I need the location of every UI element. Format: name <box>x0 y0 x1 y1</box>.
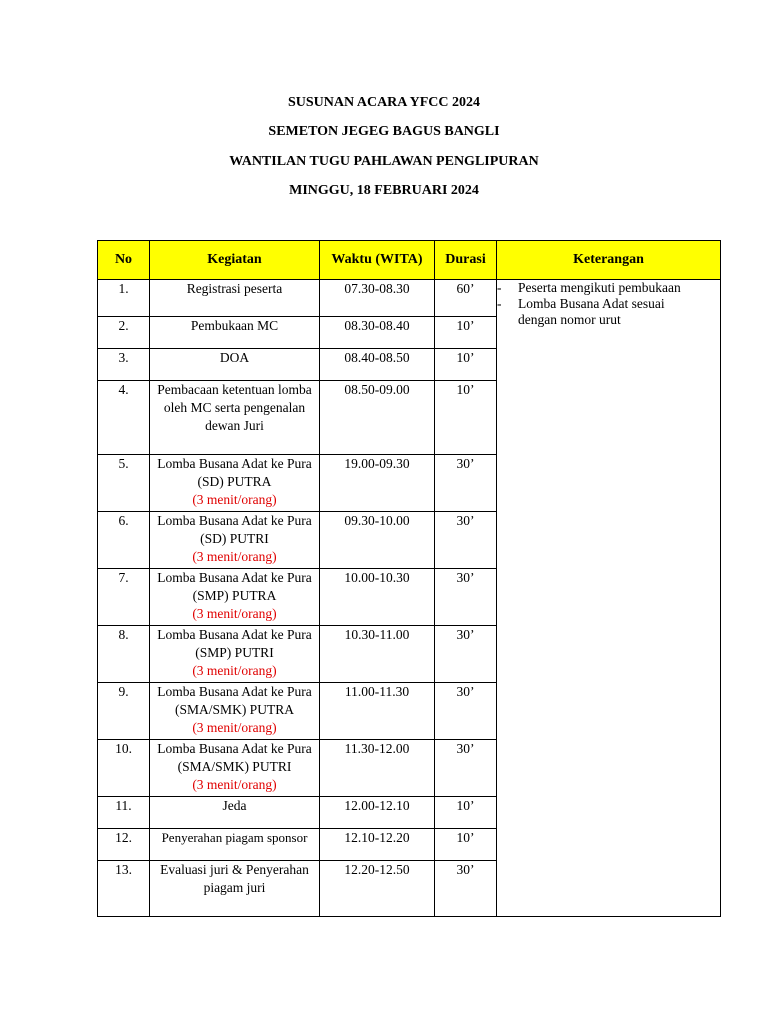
row-durasi: 10’ <box>435 317 497 349</box>
row-no: 11. <box>98 797 150 829</box>
row-waktu: 11.30-12.00 <box>320 740 435 797</box>
row-no: 8. <box>98 626 150 683</box>
row-kegiatan: Pembacaan ketentuan lomba oleh MC serta pengenalan dewan Juri <box>150 381 320 455</box>
row-waktu: 12.00-12.10 <box>320 797 435 829</box>
col-header-durasi: Durasi <box>435 241 497 280</box>
title-line-2: SEMETON JEGEG BAGUS BANGLI <box>268 124 500 139</box>
row-durasi: 10’ <box>435 797 497 829</box>
row-note: (3 menit/orang) <box>192 663 277 678</box>
table-header-row <box>98 241 721 280</box>
table-row <box>98 280 721 317</box>
col-header-kegiatan: Kegiatan <box>150 241 320 280</box>
row-durasi: 30’ <box>435 455 497 512</box>
row-durasi: 30’ <box>435 683 497 740</box>
row-durasi: 30’ <box>435 512 497 569</box>
row-kegiatan-cell <box>150 455 320 512</box>
row-kegiatan-cell <box>150 569 320 626</box>
row-durasi: 30’ <box>435 861 497 917</box>
row-no: 4. <box>98 381 150 455</box>
keterangan-cell <box>497 280 721 917</box>
row-kegiatan: Pembukaan MC <box>150 317 320 349</box>
keterangan-text: Peserta mengikuti pembukaan <box>518 280 681 295</box>
row-no: 12. <box>98 829 150 861</box>
row-kegiatan-cell <box>150 740 320 797</box>
row-kegiatan: DOA <box>150 349 320 381</box>
bullet-dash: - <box>497 296 502 311</box>
row-durasi: 30’ <box>435 626 497 683</box>
row-waktu: 10.00-10.30 <box>320 569 435 626</box>
row-waktu: 12.20-12.50 <box>320 861 435 917</box>
row-waktu: 08.30-08.40 <box>320 317 435 349</box>
row-kegiatan: Evaluasi juri & Penyerahan piagam juri <box>150 861 320 917</box>
row-kegiatan-cell <box>150 626 320 683</box>
row-waktu: 19.00-09.30 <box>320 455 435 512</box>
row-kegiatan: Lomba Busana Adat ke Pura (SMP) PUTRI <box>157 627 312 660</box>
keterangan-item <box>497 296 720 312</box>
row-no: 2. <box>98 317 150 349</box>
row-kegiatan: Registrasi peserta <box>150 280 320 317</box>
row-no: 9. <box>98 683 150 740</box>
row-no: 10. <box>98 740 150 797</box>
row-note: (3 menit/orang) <box>192 777 277 792</box>
row-kegiatan-cell <box>150 683 320 740</box>
row-kegiatan: Lomba Busana Adat ke Pura (SD) PUTRI <box>157 513 312 546</box>
row-kegiatan-cell <box>150 512 320 569</box>
row-durasi: 60’ <box>435 280 497 317</box>
row-waktu: 08.40-08.50 <box>320 349 435 381</box>
row-durasi: 10’ <box>435 349 497 381</box>
keterangan-item <box>497 280 720 296</box>
row-note: (3 menit/orang) <box>192 720 277 735</box>
row-no: 6. <box>98 512 150 569</box>
title-line-4: MINGGU, 18 FEBRUARI 2024 <box>289 183 479 198</box>
row-note: (3 menit/orang) <box>192 549 277 564</box>
row-waktu: 12.10-12.20 <box>320 829 435 861</box>
row-waktu: 08.50-09.00 <box>320 381 435 455</box>
col-header-keterangan: Keterangan <box>497 241 721 280</box>
row-kegiatan: Jeda <box>150 797 320 829</box>
row-no: 5. <box>98 455 150 512</box>
row-durasi: 30’ <box>435 740 497 797</box>
row-kegiatan: Penyerahan piagam sponsor <box>150 829 320 861</box>
row-durasi: 30’ <box>435 569 497 626</box>
row-waktu: 10.30-11.00 <box>320 626 435 683</box>
row-no: 3. <box>98 349 150 381</box>
row-note: (3 menit/orang) <box>192 606 277 621</box>
bullet-dash: - <box>497 280 502 295</box>
row-kegiatan: Lomba Busana Adat ke Pura (SMA/SMK) PUTRA <box>157 684 312 717</box>
row-durasi: 10’ <box>435 381 497 455</box>
row-waktu: 11.00-11.30 <box>320 683 435 740</box>
row-waktu: 07.30-08.30 <box>320 280 435 317</box>
row-no: 13. <box>98 861 150 917</box>
row-no: 1. <box>98 280 150 317</box>
col-header-no: No <box>98 241 150 280</box>
row-waktu: 09.30-10.00 <box>320 512 435 569</box>
row-kegiatan: Lomba Busana Adat ke Pura (SMP) PUTRA <box>157 570 312 603</box>
title-line-3: WANTILAN TUGU PAHLAWAN PENGLIPURAN <box>229 154 539 169</box>
row-note: (3 menit/orang) <box>192 492 277 507</box>
schedule-table <box>97 240 721 917</box>
title-line-1: SUSUNAN ACARA YFCC 2024 <box>288 95 480 110</box>
row-kegiatan: Lomba Busana Adat ke Pura (SMA/SMK) PUTRI <box>157 741 312 774</box>
row-kegiatan: Lomba Busana Adat ke Pura (SD) PUTRA <box>157 456 312 489</box>
col-header-waktu: Waktu (WITA) <box>320 241 435 280</box>
row-no: 7. <box>98 569 150 626</box>
keterangan-text: Lomba Busana Adat sesuai <box>518 296 665 311</box>
row-durasi: 10’ <box>435 829 497 861</box>
keterangan-text-cont: dengan nomor urut <box>518 312 621 327</box>
